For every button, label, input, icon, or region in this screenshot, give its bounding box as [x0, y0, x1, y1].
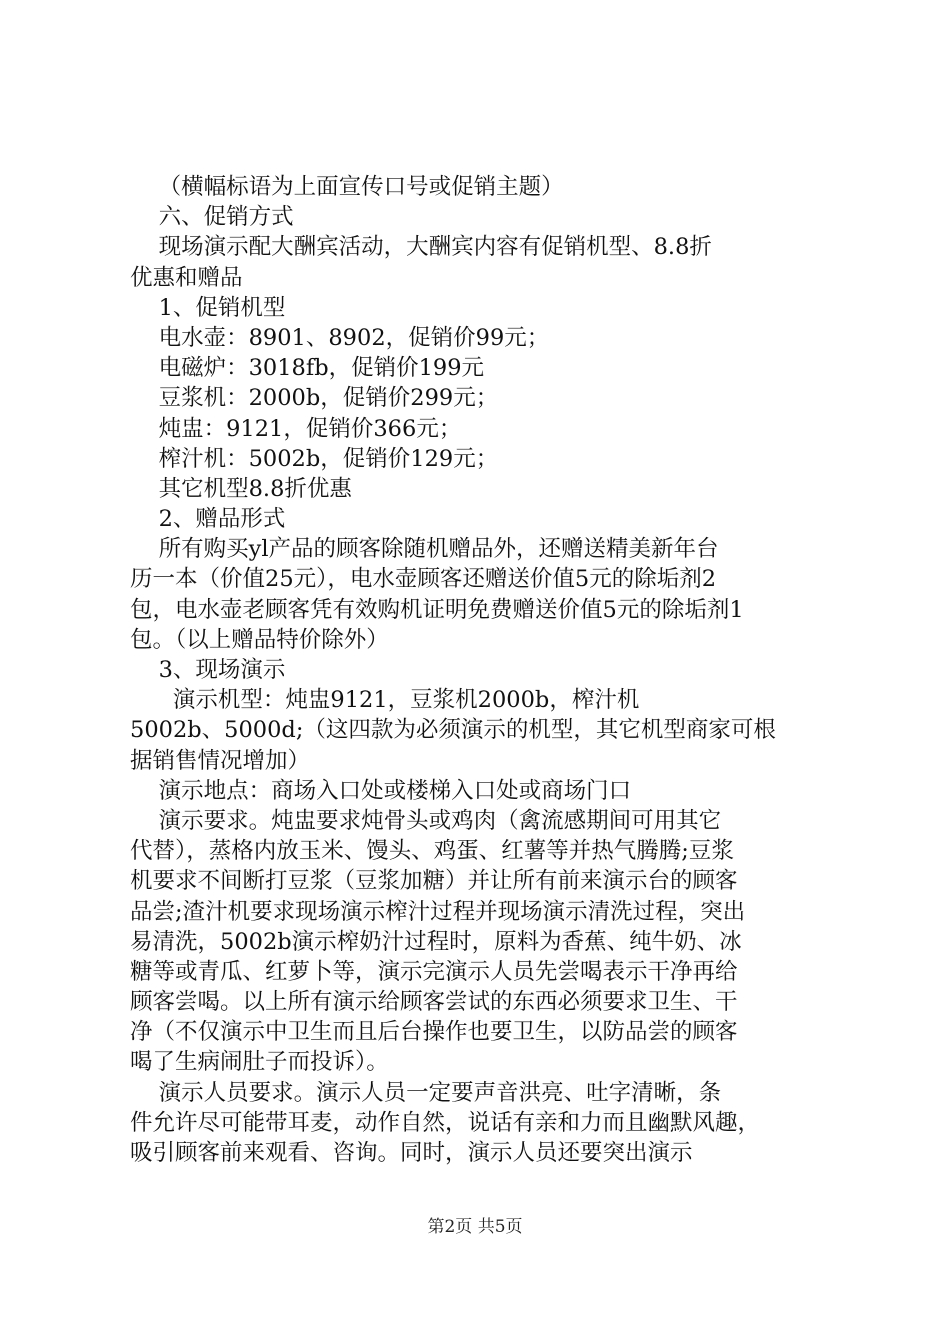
text-line: 5002b、5000d;（这四款为必须演示的机型，其它机型商家可根	[130, 717, 776, 744]
text-line: 电磁炉：3018fb，促销价199元	[130, 355, 485, 382]
text-line: 代替），蒸格内放玉米、馒头、鸡蛋、红薯等并热气腾腾;豆浆	[130, 838, 734, 865]
document-body	[130, 172, 830, 1168]
text-line: 电水壶：8901、8902，促销价99元；	[130, 324, 550, 351]
text-line: 其它机型8.8折优惠	[130, 475, 352, 502]
text-line: 包。（以上赠品特价除外）	[130, 626, 389, 653]
text-line: 演示机型：炖盅9121，豆浆机2000b，榨汁机	[130, 687, 640, 714]
text-line: 包，电水壶老顾客凭有效购机证明免费赠送价值5元的除垢剂1	[130, 596, 744, 623]
text-line: 顾客尝喝。以上所有演示给顾客尝试的东西必须要求卫生、干	[130, 989, 738, 1016]
text-line: 演示要求。炖盅要求炖骨头或鸡肉（禽流感期间可用其它	[130, 807, 722, 834]
text-line: 所有购买yl产品的顾客除随机赠品外，还赠送精美新年台	[130, 536, 719, 563]
text-line: 品尝;渣汁机要求现场演示榨汁过程并现场演示清洗过程，突出	[130, 898, 746, 925]
text-line: 演示地点：商场入口处或楼梯入口处或商场门口	[130, 777, 632, 804]
section-heading: 六、促销方式	[130, 204, 294, 231]
text-line: 吸引顾客前来观看、咨询。同时，演示人员还要突出演示	[130, 1140, 693, 1166]
text-line: 优惠和赠品	[130, 264, 243, 291]
text-line: 历一本（价值25元），电水壶顾客还赠送价值5元的除垢剂2	[130, 566, 717, 593]
page-number-footer: 第2页 共5页	[427, 1217, 523, 1237]
text-line: 易清洗，5002b演示榨奶汁过程时，原料为香蕉、纯牛奶、冰	[130, 928, 742, 955]
text-line: 件允许尽可能带耳麦，动作自然，说话有亲和力而且幽默风趣，	[130, 1109, 761, 1136]
text-line: 演示人员要求。演示人员一定要声音洪亮、吐字清晰，条	[130, 1079, 722, 1106]
text-line: 据销售情况增加）	[130, 747, 311, 774]
subsection-heading: 2、赠品形式	[130, 506, 286, 533]
text-line: （横幅标语为上面宣传口号或促销主题）	[130, 174, 564, 200]
subsection-heading: 3、现场演示	[130, 657, 286, 683]
text-line: 净（不仅演示中卫生而且后台操作也要卫生，以防品尝的顾客	[130, 1019, 738, 1046]
text-line: 炖盅：9121，促销价366元；	[130, 415, 462, 442]
text-line: 糖等或青瓜、红萝卜等，演示完演示人员先尝喝表示干净再给	[130, 958, 738, 985]
text-line: 榨汁机：5002b，促销价129元；	[130, 445, 499, 472]
text-line: 喝了生病闹肚子而投诉）。	[130, 1049, 389, 1076]
text-line: 现场演示配大酬宾活动，大酬宾内容有促销机型、8.8折	[130, 234, 712, 261]
text-line: 机要求不间断打豆浆（豆浆加糖）并让所有前来演示台的顾客	[130, 868, 738, 895]
text-line: 豆浆机：2000b，促销价299元；	[130, 385, 499, 412]
subsection-heading: 1、促销机型	[130, 294, 286, 321]
